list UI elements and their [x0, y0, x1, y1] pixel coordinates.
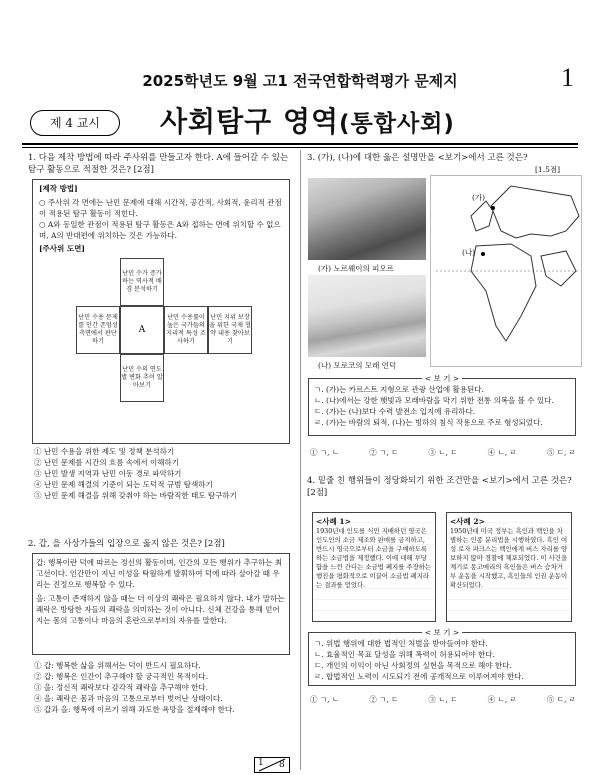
- title-sub: (통합사회): [339, 111, 455, 137]
- q3-choice-5[interactable]: ⑤ ㄷ, ㄹ: [546, 448, 576, 457]
- period-badge: 제 4 교시: [30, 110, 120, 136]
- q4-choice-2[interactable]: ② ㄱ, ㄷ: [369, 695, 399, 704]
- q1-stem: 1. 다음 제작 방법에 따라 주사위를 만들고자 한다. A에 들어갈 수 있는 탐구 활동으로 적절한 것은? [2점]: [28, 153, 289, 175]
- die-face-a: A: [120, 306, 164, 354]
- case1-box: [312, 512, 436, 622]
- q3-bogi-4: ㄹ. (가)는 바람의 퇴적, (나)는 빙하의 침식 작용으로 주로 형성되었다.: [314, 418, 543, 427]
- fjord-photo: [308, 178, 426, 260]
- q1-method-title: [제작 방법]: [39, 184, 78, 193]
- column-separator: [300, 150, 301, 770]
- die-face-bottom: 난민 수의 연도별 변화 추이 알아보기: [120, 354, 164, 402]
- q1-choice-2[interactable]: ② 난민 문제를 시간의 흐름 속에서 이해하기: [34, 458, 179, 467]
- q3-bogi-1: ㄱ. (가)는 카르스트 지형으로 관광 산업에 활용된다.: [314, 385, 484, 394]
- case1-title: <사례 1>: [316, 517, 351, 526]
- die-face-left: 난민 수용 문제를 인간 존엄성 측면에서 판단하기: [76, 306, 120, 354]
- world-map: [430, 175, 582, 367]
- q3-choice-1[interactable]: ① ㄱ, ㄴ: [310, 448, 340, 457]
- case2-text: 1950년대 미국 정부는 흑인과 백인을 차별하는 인종 분리법을 시행하였다. 흑인 여성 로자 파크스는 백인에게 버스 자리를 양보하지 않아 경찰에 체포되었다. 이 사건을 계기로 몽고메리의 흑인들은 버스 승차거부 운동을 시작했고, 흑인들의 인권 운동이 확산되었다.: [450, 527, 568, 589]
- q1-choice-4[interactable]: ④ 난민 문제 해결의 기준이 되는 도덕적 규범 탐색하기: [34, 480, 213, 489]
- die-face-far-right: 난민 지위 보장을 위한 국제 협약 내용 찾아보기: [208, 306, 252, 354]
- q3-points: [1.5점]: [535, 165, 561, 174]
- q4-choice-4[interactable]: ④ ㄴ, ㄹ: [487, 695, 517, 704]
- page-current: 1: [258, 758, 264, 768]
- case2-box: [446, 512, 572, 622]
- q3-choice-3[interactable]: ③ ㄴ, ㄷ: [428, 448, 458, 457]
- q4-bogi-2: ㄴ. 효율적인 목표 달성을 위해 폭력이 허용되어야 한다.: [314, 650, 495, 659]
- q2-eul: 을: 고통이 존재하지 않을 때는 더 이상의 쾌락은 필요하지 않다. 내가 말하는 쾌락은 방탕한 자들의 쾌락을 의미하는 것이 아니다. 신체 건강을 통해 얻어지는 몸의 고통이나 마음의 혼란으로부터의 자유를 말한다.: [36, 594, 285, 625]
- q4-bogi-3: ㄷ. 개인의 이익이 아닌 사회정의 실현을 목적으로 해야 한다.: [314, 661, 512, 670]
- q1-diagram-title: [주사위 도면]: [39, 244, 85, 253]
- page-number: 1: [561, 63, 574, 92]
- q4-bogi-1: ㄱ. 위법 행위에 대한 법적인 처벌을 받아들여야 한다.: [314, 639, 488, 648]
- q1-method-1: ○ 주사위 각 면에는 난민 문제에 대해 시간적, 공간적, 사회적, 윤리적 관점이 적용된 탐구 활동이 적힌다.: [39, 198, 282, 218]
- q3-choice-2[interactable]: ② ㄱ, ㄷ: [369, 448, 399, 457]
- title-main: 사회탐구 영역: [160, 105, 340, 138]
- q2-choice-2[interactable]: ② 갑: 행복은 인간이 추구해야 할 궁극적인 목적이다.: [34, 672, 208, 681]
- q3-stem: 3. (가), (나)에 대한 옳은 설명만을 <보기>에서 고른 것은?: [307, 153, 528, 163]
- q2-stem: 2. 갑, 을 사상가들의 입장으로 옳지 않은 것은? [2점]: [28, 539, 225, 549]
- q2-choices: [34, 660, 294, 715]
- map-label-na: (나): [462, 248, 476, 257]
- q2-gap: 갑: 행복이란 덕에 따르는 정신의 활동이며, 인간의 모든 행위가 추구하는 최고선이다. 인간만이 지닌 이성을 탁월하게 발휘하여 덕에 따라 살아갈 때 우리는 진정으로 행복할 수 있다.: [36, 558, 283, 589]
- q3-bogi-3: ㄷ. (가)는 (나)보다 수력 발전소 입지에 유리하다.: [314, 407, 476, 416]
- q1-choice-1[interactable]: ① 난민 수용을 위한 제도 및 정책 분석하기: [34, 447, 175, 456]
- caption-na: (나) 모로코의 모래 언덕: [318, 361, 397, 370]
- q4-bogi-box: [308, 628, 576, 686]
- q2-choice-1[interactable]: ① 갑: 행복한 삶을 위해서는 덕이 반드시 필요하다.: [34, 661, 201, 670]
- q1-choice-5[interactable]: ⑤ 난민 문제 해결을 위해 갖춰야 하는 바람직한 태도 탐구하기: [34, 491, 237, 500]
- q3-bogi-title: < 보 기 >: [422, 373, 462, 384]
- case1-text: 1930년대 인도를 식민 지배하던 영국은 인도인의 소금 제조와 판매를 금지하고, 반드시 영국으로부터 소금을 구매하도록 하는 소금법을 제정했다. 이에 대해 부당함을 느낀 간디는 소금법 폐지를 주장하는 행진을 평화적으로 이끌어 소금법 폐지라는 결과를 얻었다.: [316, 527, 432, 589]
- title-rule: [22, 143, 578, 145]
- q3-bogi-2: ㄴ. (나)에서는 강한 햇빛과 모래바람을 막기 위한 전통 의복을 볼 수 있다.: [314, 396, 554, 405]
- caption-ga: (가) 노르웨이의 피오르: [318, 264, 394, 273]
- q4-choice-1[interactable]: ① ㄱ, ㄴ: [310, 695, 340, 704]
- page-indicator: [254, 757, 290, 773]
- die-face-mid-right: 난민 수용률이 높은 국가들의 지리적 특성 조사하기: [164, 306, 208, 354]
- q1-choice-3[interactable]: ③ 난민 발생 지역과 난민 이동 경로 파악하기: [34, 469, 182, 478]
- exam-header: 2025학년도 9월 고1 전국연합학력평가 문제지: [142, 72, 458, 90]
- q2-choice-4[interactable]: ④ 을: 쾌락은 몸과 마음의 고통으로부터 벗어난 상태이다.: [34, 694, 223, 703]
- q4-choice-5[interactable]: ⑤ ㄷ, ㄹ: [546, 695, 576, 704]
- page-total: 8: [279, 760, 285, 770]
- die-face-top: 난민 수가 증가하는 역사적 배경 분석하기: [120, 258, 164, 306]
- q3-bogi-box: [308, 374, 576, 436]
- q4-choice-3[interactable]: ③ ㄴ, ㄷ: [428, 695, 458, 704]
- q2-choice-3[interactable]: ③ 을: 정신적 쾌락보다 감각적 쾌락을 추구해야 한다.: [34, 683, 208, 692]
- q1-method-2: ○ A와 동일한 관점이 적용된 탐구 활동은 A와 접하는 면에 위치할 수 없으며, A의 반대편에 위치하는 것은 가능하다.: [39, 220, 281, 240]
- case2-title: <사례 2>: [450, 517, 485, 526]
- q1-choices: [34, 446, 294, 501]
- q4-bogi-4: ㄹ. 합법적인 노력이 시도되기 전에 공개적으로 이루어져야 한다.: [314, 672, 524, 681]
- q4-choices: [310, 694, 576, 705]
- q2-box: [32, 553, 290, 655]
- q3-choice-4[interactable]: ④ ㄴ, ㄹ: [487, 448, 517, 457]
- q4-bogi-title: < 보 기 >: [422, 627, 462, 638]
- q3-choices: [310, 447, 576, 458]
- page-title: [160, 100, 455, 140]
- title-rule-thin: [22, 147, 578, 148]
- q4-stem: 4. 밑줄 친 행위들이 정당화되기 위한 조건만을 <보기>에서 고른 것은? [2점]: [307, 476, 572, 498]
- dune-photo: [308, 275, 426, 357]
- map-label-ga: (가): [472, 193, 486, 202]
- q2-choice-5[interactable]: ⑤ 갑과 을: 행복에 이르기 위해 과도한 욕망을 절제해야 한다.: [34, 705, 235, 714]
